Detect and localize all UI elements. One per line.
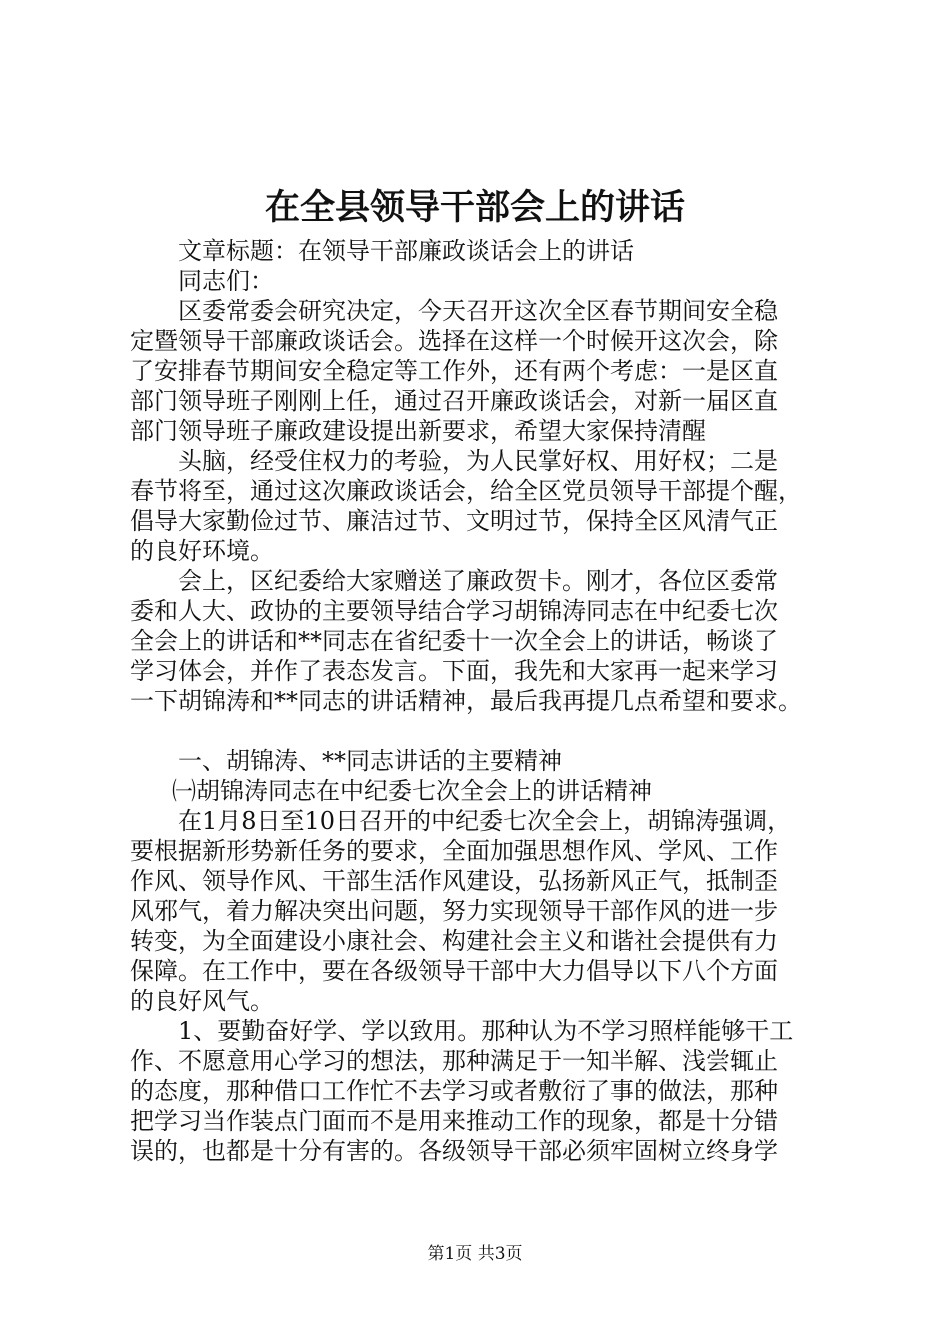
page-footer: 第1页 共3页 [427, 1244, 523, 1264]
text-line: 倡导大家勤俭过节、廉洁过节、文明过节，保持全区风清气正 [130, 507, 778, 535]
text-line: 学习体会，并作了表态发言。下面，我先和大家再一起来学习 [130, 657, 778, 685]
text-line: ㈠胡锦涛同志在中纪委七次全会上的讲话精神 [172, 777, 652, 805]
text-line: 春节将至，通过这次廉政谈话会，给全区党员领导干部提个醒， [130, 477, 802, 505]
text-line: 一下胡锦涛和**同志的讲话精神，最后我再提几点希望和要求。 [130, 687, 802, 715]
text-line: 文章标题：在领导干部廉政谈话会上的讲话 [178, 237, 634, 265]
text-line: 转变，为全面建设小康社会、构建社会主义和谐社会提供有力 [130, 927, 778, 955]
text-line: 的态度，那种借口工作忙不去学习或者敷衍了事的做法，那种 [130, 1077, 778, 1105]
text-line: 的良好风气。 [130, 987, 274, 1015]
text-line: 1、要勤奋好学、学以致用。那种认为不学习照样能够干工 [178, 1017, 794, 1045]
blank-line [130, 716, 850, 746]
text-line: 的良好环境。 [130, 537, 274, 565]
text-line: 了安排春节期间安全稳定等工作外，还有两个考虑：一是区直 [130, 357, 778, 385]
text-line: 把学习当作装点门面而不是用来推动工作的现象，都是十分错 [130, 1107, 778, 1135]
document-body [130, 236, 850, 1166]
text-line: 在1月8日至10日召开的中纪委七次全会上，胡锦涛强调， [178, 807, 792, 835]
text-line: 委和人大、政协的主要领导结合学习胡锦涛同志在中纪委七次 [130, 597, 778, 625]
text-line: 全会上的讲话和**同志在省纪委十一次全会上的讲话，畅谈了 [130, 627, 778, 655]
text-line: 会上，区纪委给大家赠送了廉政贺卡。刚才，各位区委常 [178, 567, 778, 595]
text-line: 部门领导班子刚刚上任，通过召开廉政谈话会，对新一届区直 [130, 387, 778, 415]
text-line: 保障。在工作中，要在各级领导干部中大力倡导以下八个方面 [130, 957, 778, 985]
text-line: 定暨领导干部廉政谈话会。选择在这样一个时候开这次会，除 [130, 327, 778, 355]
text-line: 部门领导班子廉政建设提出新要求，希望大家保持清醒 [130, 417, 706, 445]
document-title: 在全县领导干部会上的讲话 [264, 187, 685, 228]
text-line: 作、不愿意用心学习的想法，那种满足于一知半解、浅尝辄止 [130, 1047, 778, 1075]
text-line: 同志们： [178, 267, 274, 295]
text-line: 误的，也都是十分有害的。各级领导干部必须牢固树立终身学 [130, 1137, 778, 1165]
text-line: 作风、领导作风、干部生活作风建设，弘扬新风正气，抵制歪 [130, 867, 778, 895]
text-line: 一、胡锦涛、**同志讲话的主要精神 [178, 747, 562, 775]
text-line: 要根据新形势新任务的要求，全面加强思想作风、学风、工作 [130, 837, 778, 865]
text-line: 区委常委会研究决定，今天召开这次全区春节期间安全稳 [178, 297, 778, 325]
text-line: 头脑，经受住权力的考验，为人民掌好权、用好权；二是 [178, 447, 778, 475]
text-line: 风邪气，着力解决突出问题，努力实现领导干部作风的进一步 [130, 897, 778, 925]
